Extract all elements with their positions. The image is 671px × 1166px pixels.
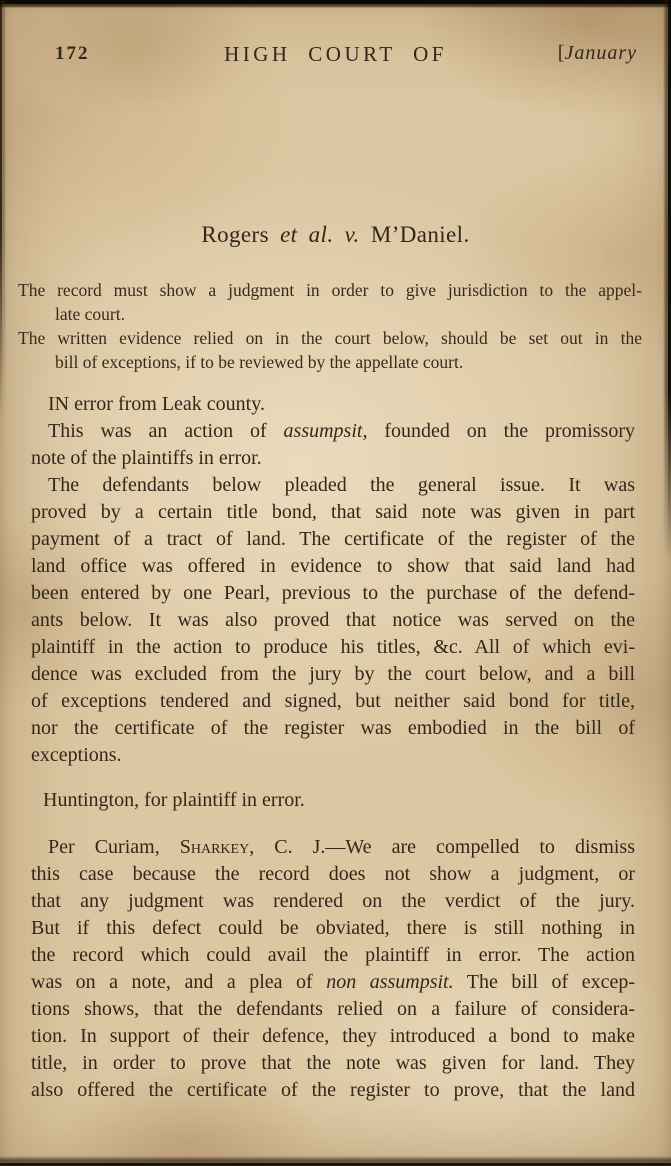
judge-name: Sharkey, <box>179 836 255 858</box>
text-line: plaintiff in the action to produce his titles, &c. All of which evi- <box>31 636 635 658</box>
headnote-2-line-2: bill of exceptions, if to be reviewed by the appellate court. <box>55 352 464 372</box>
text-run: This was an action of <box>48 420 284 442</box>
text-line: payment of a tract of land. The certificate of the register of the <box>31 528 635 550</box>
headnote-1-line-1: The record must show a judgment in order to give jurisdiction to the appel- <box>18 280 642 300</box>
term-month: January <box>564 42 637 64</box>
headnote-1-line-2: late court. <box>55 304 125 324</box>
text-line: that any judgment was rendered on the verdict of the jury. <box>31 890 635 912</box>
text-line <box>31 418 635 445</box>
page-number: 172 <box>55 43 90 64</box>
caption-paragraph: IN error from Leak county. <box>48 393 265 415</box>
text-line: tions shows, that the defendants relied on a failure of considera- <box>31 998 635 1020</box>
facts-paragraph-1 <box>31 418 635 472</box>
case-et-al: et al. <box>280 222 334 247</box>
headnotes <box>18 278 642 374</box>
text-line: been entered by one Pearl, previous to the purchase of the defend- <box>31 582 635 604</box>
text-line: proved by a certain title bond, that said note was given in part <box>31 501 635 523</box>
page-header <box>0 0 671 70</box>
text-run: The bill of excep- <box>453 971 636 993</box>
text-line: nor the certificate of the register was embodied in the bill of <box>31 717 635 739</box>
facts-paragraph-2 <box>31 472 635 769</box>
text-line: this case because the record does not show a judgment, or <box>31 863 635 885</box>
case-plaintiff: Rogers <box>201 222 269 247</box>
scan-edge-right <box>663 0 671 560</box>
opinion-body <box>31 391 635 1104</box>
text-line: exceptions. <box>31 744 122 766</box>
text-line: title, in order to prove that the note was given for land. They <box>31 1052 635 1074</box>
scan-edge-bottom <box>0 1156 671 1166</box>
latin-term: non assumpsit. <box>326 971 454 993</box>
running-title: HIGH COURT OF <box>224 42 447 66</box>
text-line: note of the plaintiffs in error. <box>31 447 262 469</box>
case-defendant: M’Daniel. <box>370 222 470 247</box>
text-line: But if this defect could be obviated, there is still nothing in <box>31 917 635 939</box>
text-line: land office was offered in evidence to show that said land had <box>31 555 635 577</box>
attorney-appearance: Huntington, for plaintiff in error. <box>43 789 305 811</box>
text-line: of exceptions tendered and signed, but neither said bond for title, <box>31 690 635 712</box>
text-run: C. J.—We are compelled to dismiss <box>254 836 635 858</box>
case-title <box>0 222 671 248</box>
text-line: The defendants below pleaded the general issue. It was <box>48 474 635 496</box>
text-line <box>31 834 635 861</box>
headnote-2-line-1: The written evidence relied on in the court below, should be set out in the <box>18 328 642 348</box>
term-label <box>558 42 637 65</box>
text-line: the record which could avail the plaintiff in error. The action <box>31 944 635 966</box>
term-bracket: [ <box>557 42 565 64</box>
text-line: dence was excluded from the jury by the court below, and a bill <box>31 663 635 685</box>
case-versus: v. <box>344 222 360 247</box>
text-line: also offered the certificate of the register to prove, that the land <box>31 1079 635 1101</box>
text-line: ants below. It was also proved that notice was served on the <box>31 609 635 631</box>
text-line <box>31 969 635 996</box>
text-run: was on a note, and a plea of <box>31 971 327 993</box>
latin-term: assumpsit, <box>283 420 368 442</box>
opinion-paragraph <box>31 834 635 1104</box>
text-line: tion. In support of their defence, they introduced a bond to make <box>31 1025 635 1047</box>
text-run: Per Curiam, <box>48 836 180 858</box>
text-run: founded on the promissory <box>367 420 635 442</box>
